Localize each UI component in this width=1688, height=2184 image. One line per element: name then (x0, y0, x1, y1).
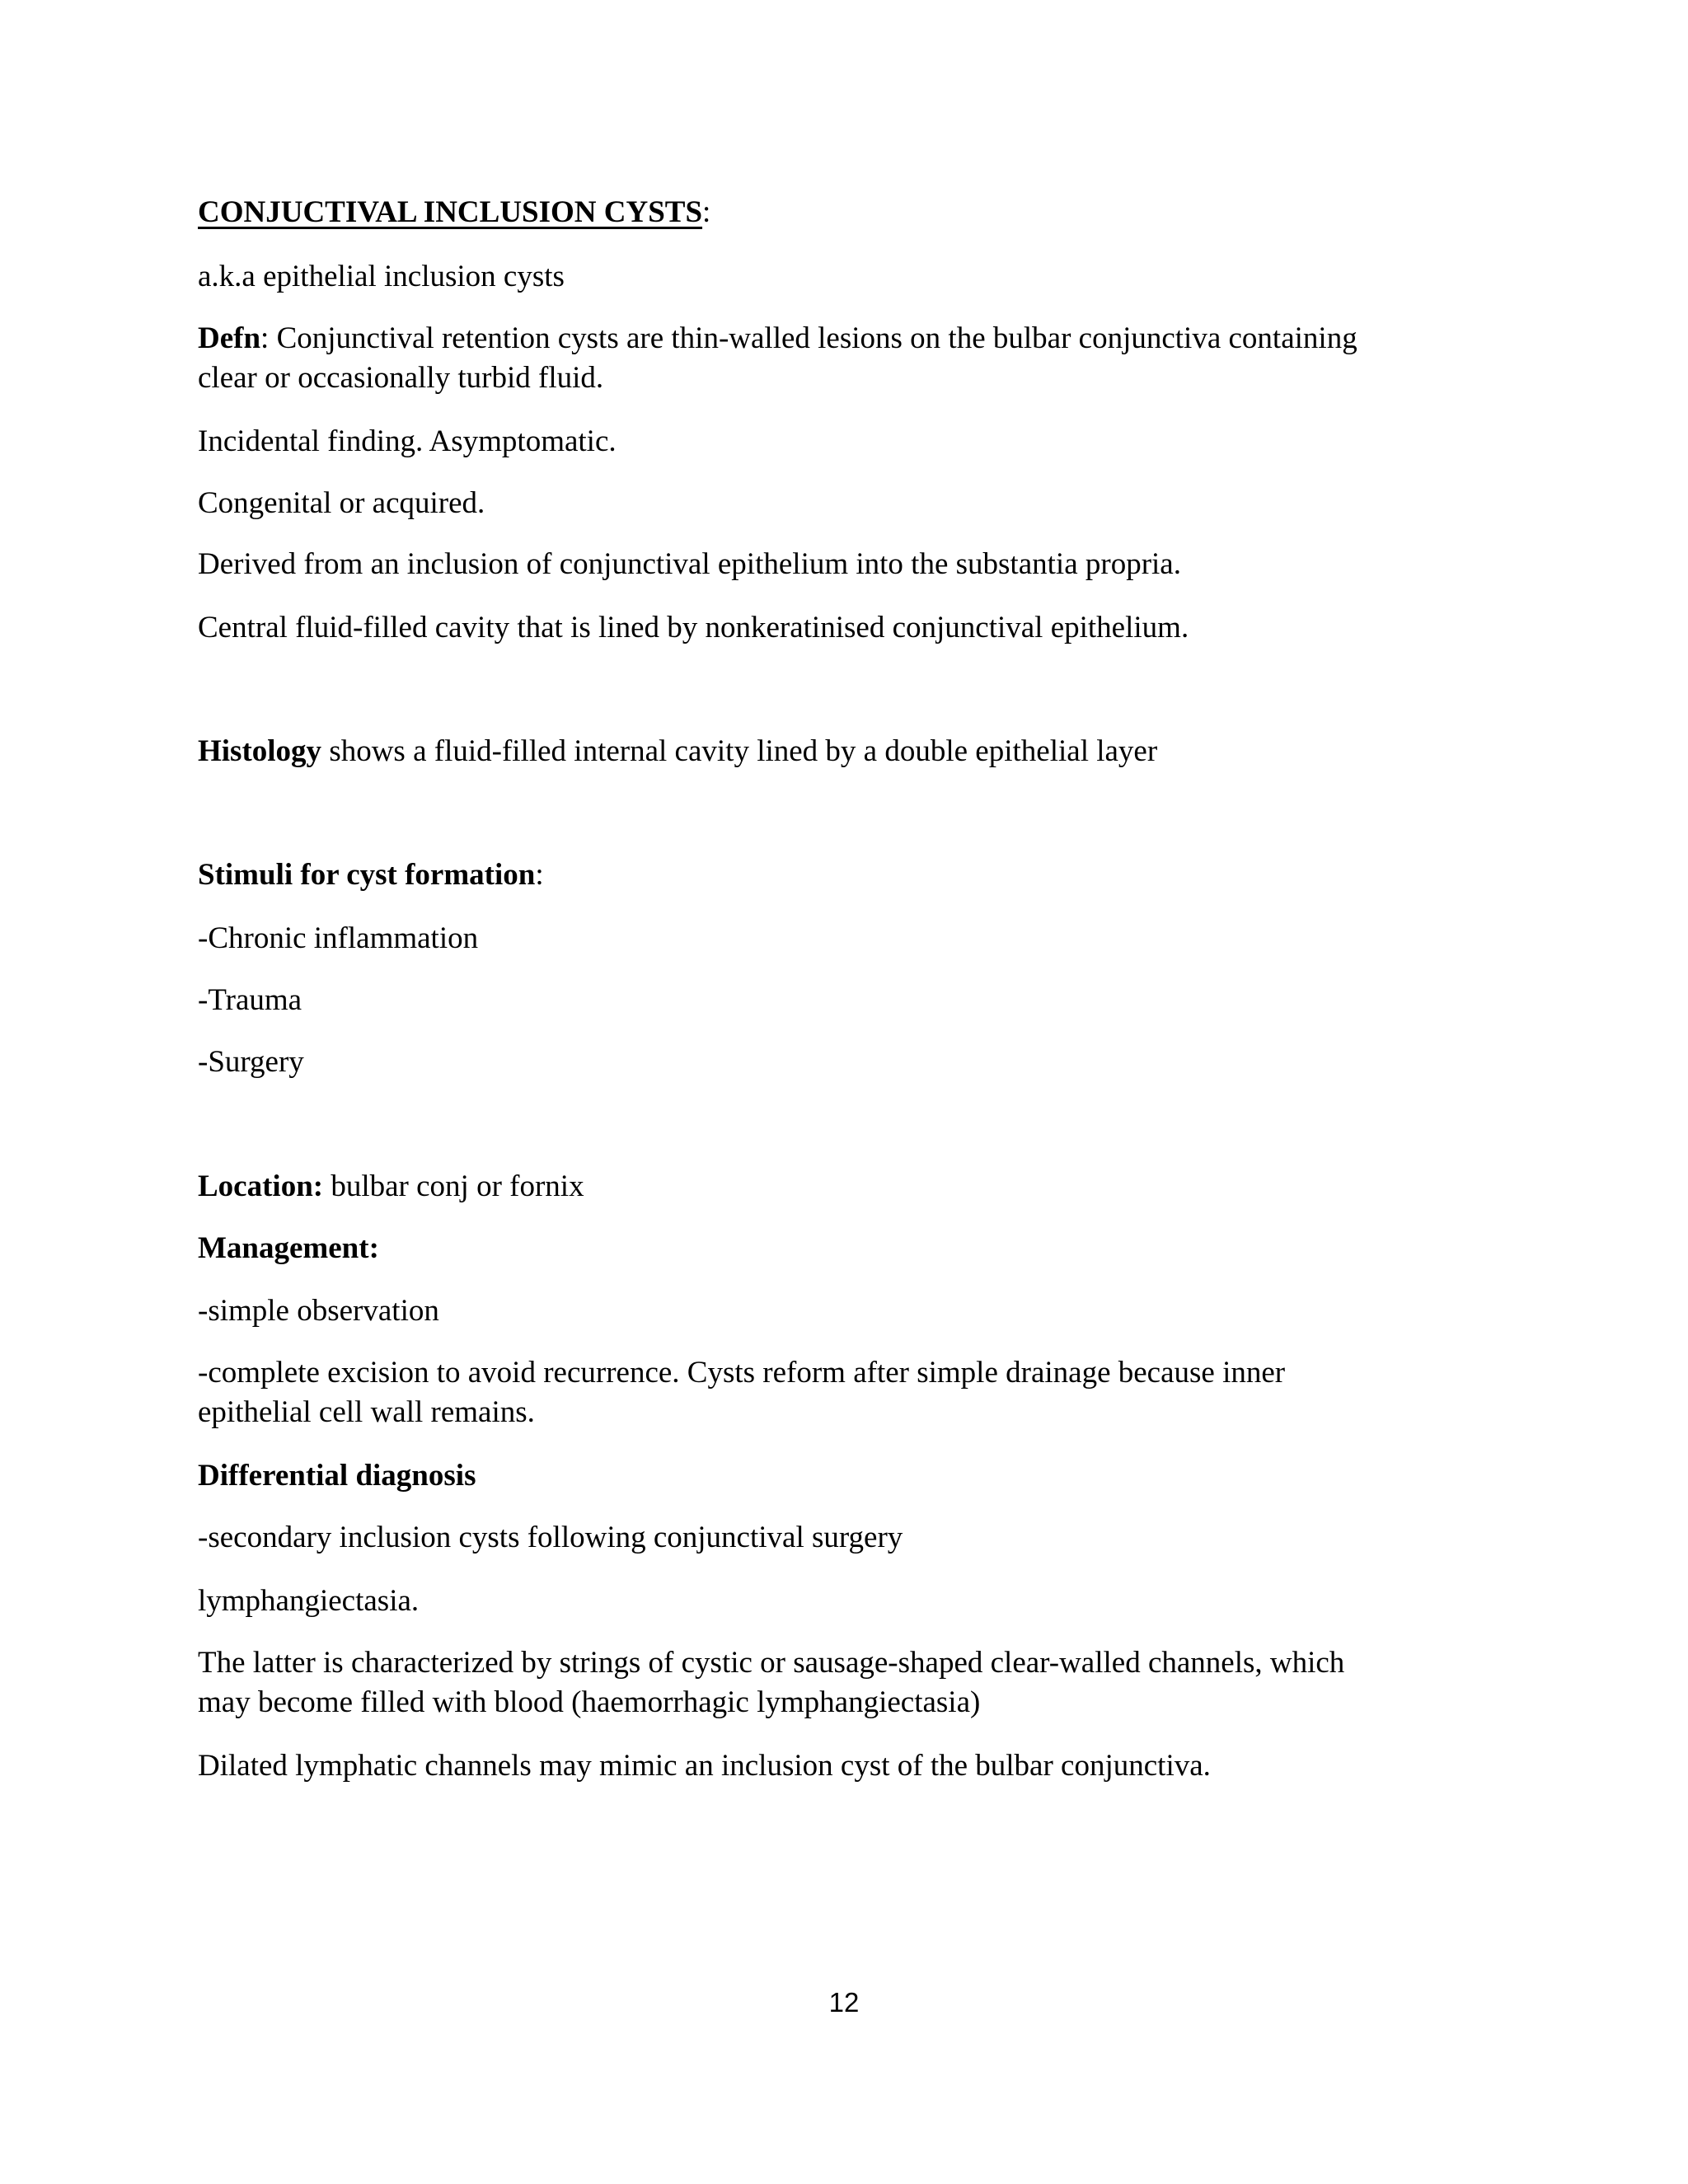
heading-title: CONJUCTIVAL INCLUSION CYSTS (198, 195, 703, 229)
aka-line: a.k.a epithelial inclusion cysts (198, 260, 565, 293)
differential-item-continuation: may become filled with blood (haemorrhagic lymphangiectasia) (198, 1685, 981, 1719)
stimuli-item: -Surgery (198, 1045, 304, 1079)
definition-label: Defn (198, 321, 261, 355)
derived-line: Derived from an inclusion of conjunctival epithelium into the substantia propria. (198, 547, 1181, 581)
differential-item: The latter is characterized by strings of cystic or sausage-shaped clear-walled channels, which (198, 1646, 1345, 1680)
differential-item: lymphangiectasia. (198, 1584, 420, 1618)
central-cavity-line: Central fluid-filled cavity that is lined by nonkeratinised conjunctival epithelium. (198, 611, 1189, 644)
location-line (198, 1166, 584, 1207)
management-heading: Management: (198, 1231, 379, 1265)
stimuli-item: -Trauma (198, 983, 302, 1017)
management-item: -simple observation (198, 1294, 439, 1328)
stimuli-item: -Chronic inflammation (198, 921, 479, 955)
congenital-line: Congenital or acquired. (198, 486, 485, 520)
stimuli-colon: : (535, 858, 544, 892)
location-text: bulbar conj or fornix (323, 1169, 584, 1203)
definition-text: : Conjunctival retention cysts are thin-walled lesions on the bulbar conjunctiva containing (260, 321, 1357, 355)
histology-text: shows a fluid-filled internal cavity lined by a double epithelial layer (321, 734, 1158, 768)
differential-item: -secondary inclusion cysts following conjunctival surgery (198, 1521, 903, 1554)
section-heading (198, 192, 710, 233)
stimuli-heading (198, 855, 544, 896)
histology-line (198, 731, 1157, 772)
differential-heading: Differential diagnosis (198, 1459, 476, 1493)
definition-line-2: clear or occasionally turbid fluid. (198, 361, 604, 395)
heading-colon: : (702, 195, 711, 229)
incidental-line: Incidental finding. Asymptomatic. (198, 424, 617, 458)
management-item-continuation: epithelial cell wall remains. (198, 1395, 535, 1429)
stimuli-label: Stimuli for cyst formation (198, 858, 536, 892)
management-item: -complete excision to avoid recurrence. Cysts reform after simple drainage because inner (198, 1356, 1286, 1390)
definition-line-1 (198, 318, 1357, 359)
histology-label: Histology (198, 734, 322, 768)
differential-item: Dilated lymphatic channels may mimic an inclusion cyst of the bulbar conjunctiva. (198, 1749, 1211, 1783)
page-number: 12 (828, 1987, 860, 2018)
location-label: Location: (198, 1169, 324, 1203)
